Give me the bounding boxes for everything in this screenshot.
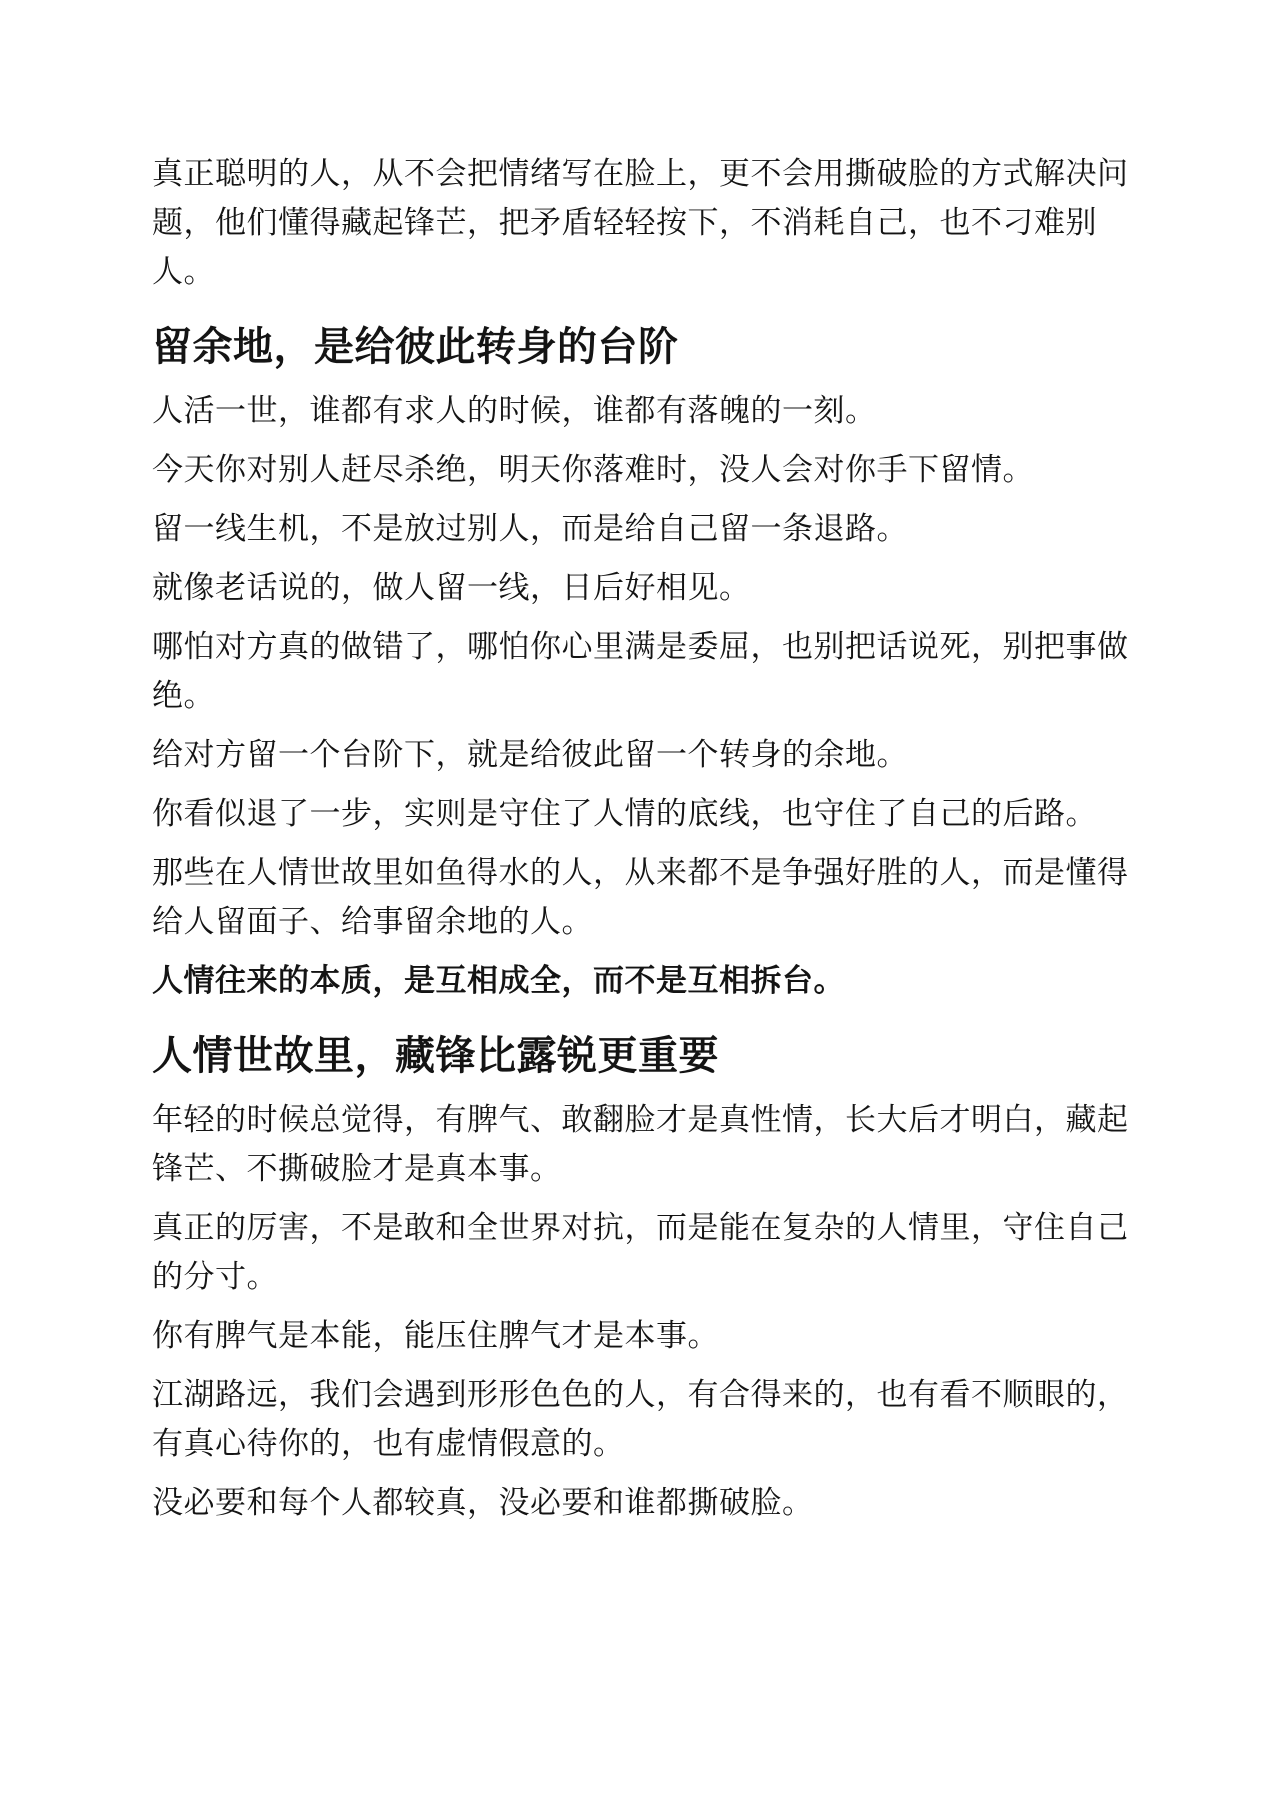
section1-paragraph: 人活一世，谁都有求人的时候，谁都有落魄的一刻。	[152, 393, 877, 429]
intro-paragraph: 真正聪明的人，从不会把情绪写在脸上，更不会用撕破脸的方式解决问题，他们懂得藏起锋芒，把矛盾轻轻按下，不消耗自己，也不刁难别人。	[152, 156, 1129, 290]
section1-paragraph: 那些在人情世故里如鱼得水的人，从来都不是争强好胜的人，而是懂得给人留面子、给事留余地的人。	[152, 855, 1129, 940]
section2-paragraph: 没必要和每个人都较真，没必要和谁都撕破脸。	[152, 1485, 814, 1521]
section2-heading: 人情世故里，藏锋比露锐更重要	[152, 1033, 719, 1079]
section2-paragraph: 你有脾气是本能，能压住脾气才是本事。	[152, 1318, 719, 1354]
section1-paragraph: 给对方留一个台阶下，就是给彼此留一个转身的余地。	[152, 737, 908, 773]
article	[152, 150, 1132, 1538]
section1-paragraph: 你看似退了一步，实则是守住了人情的底线，也守住了自己的后路。	[152, 796, 1097, 832]
section1-paragraph: 留一线生机，不是放过别人，而是给自己留一条退路。	[152, 511, 908, 547]
section2-paragraph: 年轻的时候总觉得，有脾气、敢翻脸才是真性情，长大后才明白，藏起锋芒、不撕破脸才是真本事。	[152, 1102, 1129, 1187]
section1-conclusion: 人情往来的本质，是互相成全，而不是互相拆台。	[152, 963, 845, 999]
section1-paragraph: 就像老话说的，做人留一线，日后好相见。	[152, 570, 751, 606]
section1-paragraph: 哪怕对方真的做错了，哪怕你心里满是委屈，也别把话说死，别把事做绝。	[152, 629, 1129, 714]
section1-heading: 留余地，是给彼此转身的台阶	[152, 324, 679, 370]
section2-paragraph: 真正的厉害，不是敢和全世界对抗，而是能在复杂的人情里，守住自己的分寸。	[152, 1210, 1129, 1295]
section2-paragraph: 江湖路远，我们会遇到形形色色的人，有合得来的，也有看不顺眼的，有真心待你的，也有虚情假意的。	[152, 1377, 1129, 1462]
section1-paragraph: 今天你对别人赶尽杀绝，明天你落难时，没人会对你手下留情。	[152, 452, 1034, 488]
